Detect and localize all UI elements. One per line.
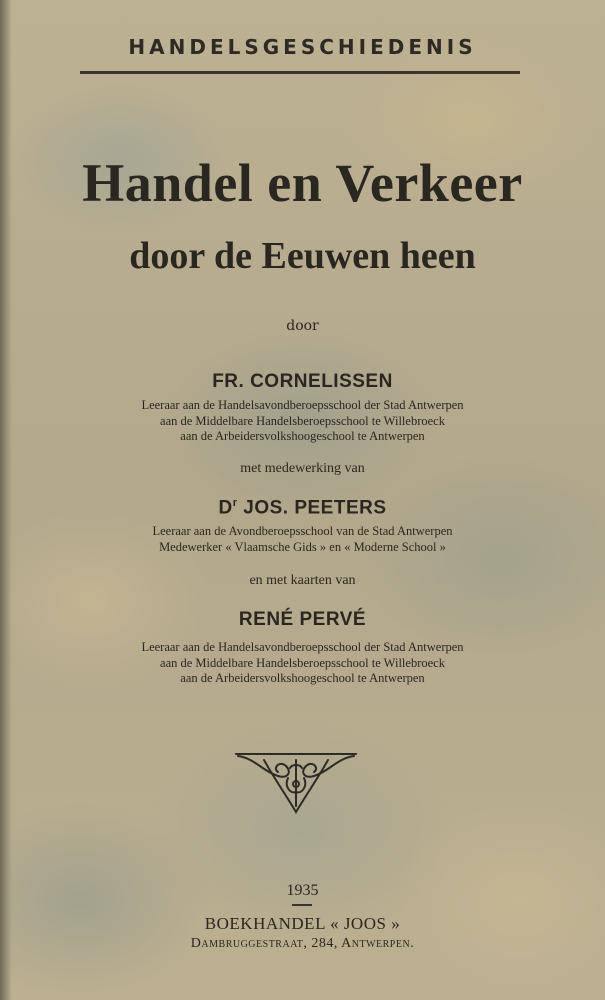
credential-line: Leeraar aan de Handelsavondberoepsschool der Stad Antwerpen	[141, 640, 464, 654]
collaborator-prefix: D	[218, 497, 233, 519]
credential-line: Leeraar aan de Handelsavondberoepsschool der Stad Antwerpen	[141, 398, 464, 412]
collaborator-surname: JOS. PEETERS	[237, 497, 387, 519]
collaboration-label: met medewerking van	[240, 461, 365, 476]
credential-line: aan de Arbeidersvolkshoogeschool te Antwerpen	[180, 429, 425, 443]
header-rule	[80, 71, 520, 74]
publisher-address: Dambruggestraat, 284, Antwerpen.	[190, 936, 415, 951]
publisher-name: BOEKHANDEL « JOOS »	[204, 914, 401, 933]
credential-line: aan de Middelbare Handelsberoepsschool te Willebroeck	[160, 655, 445, 670]
cartographer-credentials	[0, 640, 605, 687]
year-dash	[292, 904, 312, 906]
publication-year: 1935	[286, 882, 319, 899]
credential-line: aan de Middelbare Handelsberoepsschool te Willebroeck	[160, 413, 445, 428]
fleuron-ornament-icon	[234, 748, 358, 816]
author-name: FR. CORNELISSEN	[212, 371, 393, 392]
maps-label: en met kaarten van	[249, 573, 356, 588]
credential-line: Leeraar aan de Avondberoepsschool van de Stad Antwerpen	[152, 524, 453, 538]
collaborator-prefix-superscript: r	[232, 497, 238, 509]
book-title: Handel en Verkeer	[82, 153, 523, 213]
collaborator-credentials	[0, 524, 605, 555]
author-credentials	[0, 398, 605, 445]
credential-line: Medewerker « Vlaamsche Gids » en « Moderne School »	[159, 539, 446, 554]
series-title: HANDELSGESCHIEDENIS	[128, 35, 477, 59]
by-label: door	[286, 318, 319, 334]
cartographer-name: RENÉ PERVÉ	[238, 609, 367, 630]
credential-line: aan de Arbeidersvolkshoogeschool te Antwerpen	[180, 671, 425, 685]
collaborator-name	[0, 497, 605, 519]
book-subtitle: door de Eeuwen heen	[129, 235, 476, 277]
